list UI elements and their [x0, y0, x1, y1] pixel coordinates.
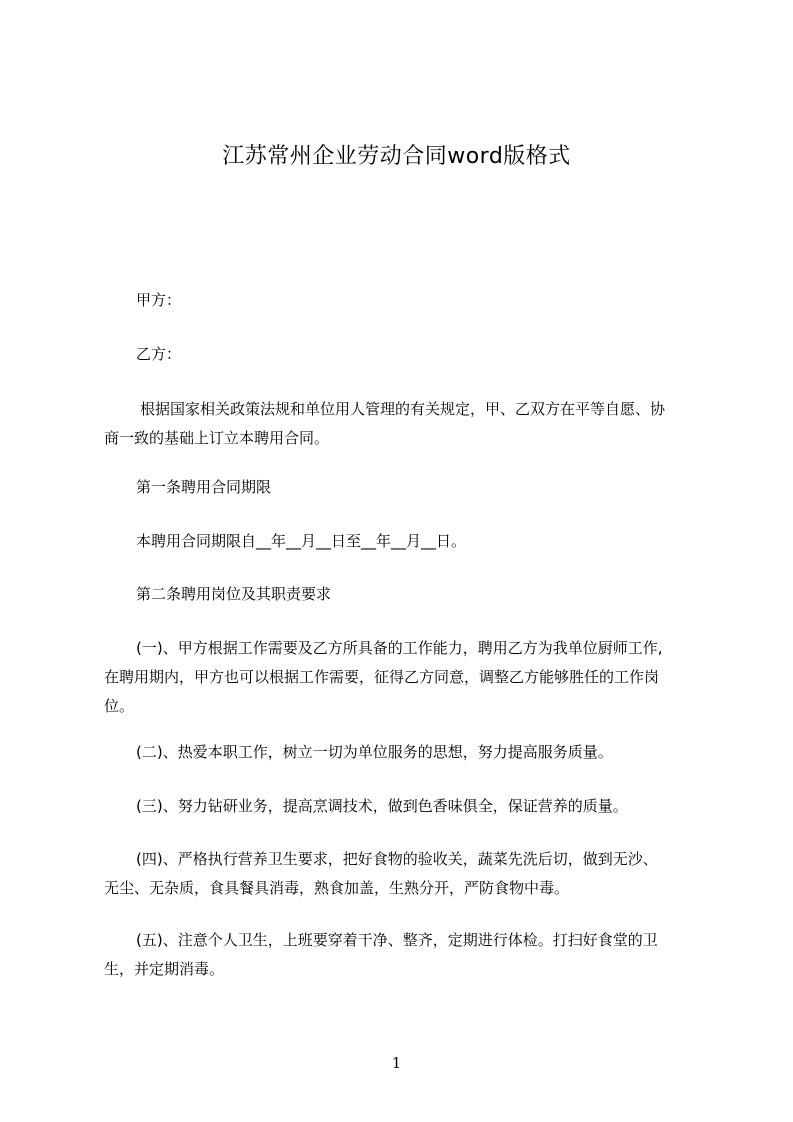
duty-item-5: [104, 926, 694, 984]
intro-line-2: 商一致的基础上订立本聘用合同。: [104, 429, 330, 447]
article-2-heading: 第二条聘用岗位及其职责要求: [136, 585, 332, 603]
duty-item-4: [104, 845, 694, 903]
duty-item-5-line-2: 生，并定期消毒。: [104, 960, 225, 978]
intro-paragraph: [104, 395, 694, 453]
duty-item-4-line-2: 无尘、无杂质，食具餐具消毒，熟食加盖，生熟分开，严防食物中毒。: [104, 879, 570, 897]
duty-item-1: [104, 634, 694, 721]
duty-item-4-line-1: (四)、严格执行营养卫生要求，把好食物的验收关，蔬菜先洗后切，做到无沙、: [136, 850, 658, 868]
duty-item-1-line-3: 位。: [104, 697, 135, 715]
party-a-label: 甲方：: [136, 291, 182, 309]
duty-item-2: (二)、热爱本职工作，树立一切为单位服务的思想，努力提高服务质量。: [136, 743, 613, 761]
page-number: 1: [391, 1054, 402, 1072]
article-1-text: 本聘用合同期限自__年__月__日至__年__月__日。: [136, 532, 467, 550]
intro-line-1: 根据国家相关政策法规和单位用人管理的有关规定，甲、乙双方在平等自愿、协: [140, 400, 666, 418]
article-1-heading: 第一条聘用合同期限: [136, 478, 272, 496]
party-b-label: 乙方：: [136, 345, 182, 363]
duty-item-1-line-2: 在聘用期内，甲方也可以根据工作需要，征得乙方同意，调整乙方能够胜任的工作岗: [104, 668, 660, 686]
document-title: 江苏常州企业劳动合同word版格式: [222, 144, 571, 169]
duty-item-1-line-1: (一)、甲方根据工作需要及乙方所具备的工作能力，聘用乙方为我单位厨师工作,: [136, 639, 663, 657]
duty-item-3: (三)、努力钻研业务，提高烹调技术，做到色香味俱全，保证营养的质量。: [136, 797, 628, 815]
duty-item-5-line-1: (五)、注意个人卫生，上班要穿着干净、整齐，定期进行体检。打扫好食堂的卫: [136, 931, 658, 949]
